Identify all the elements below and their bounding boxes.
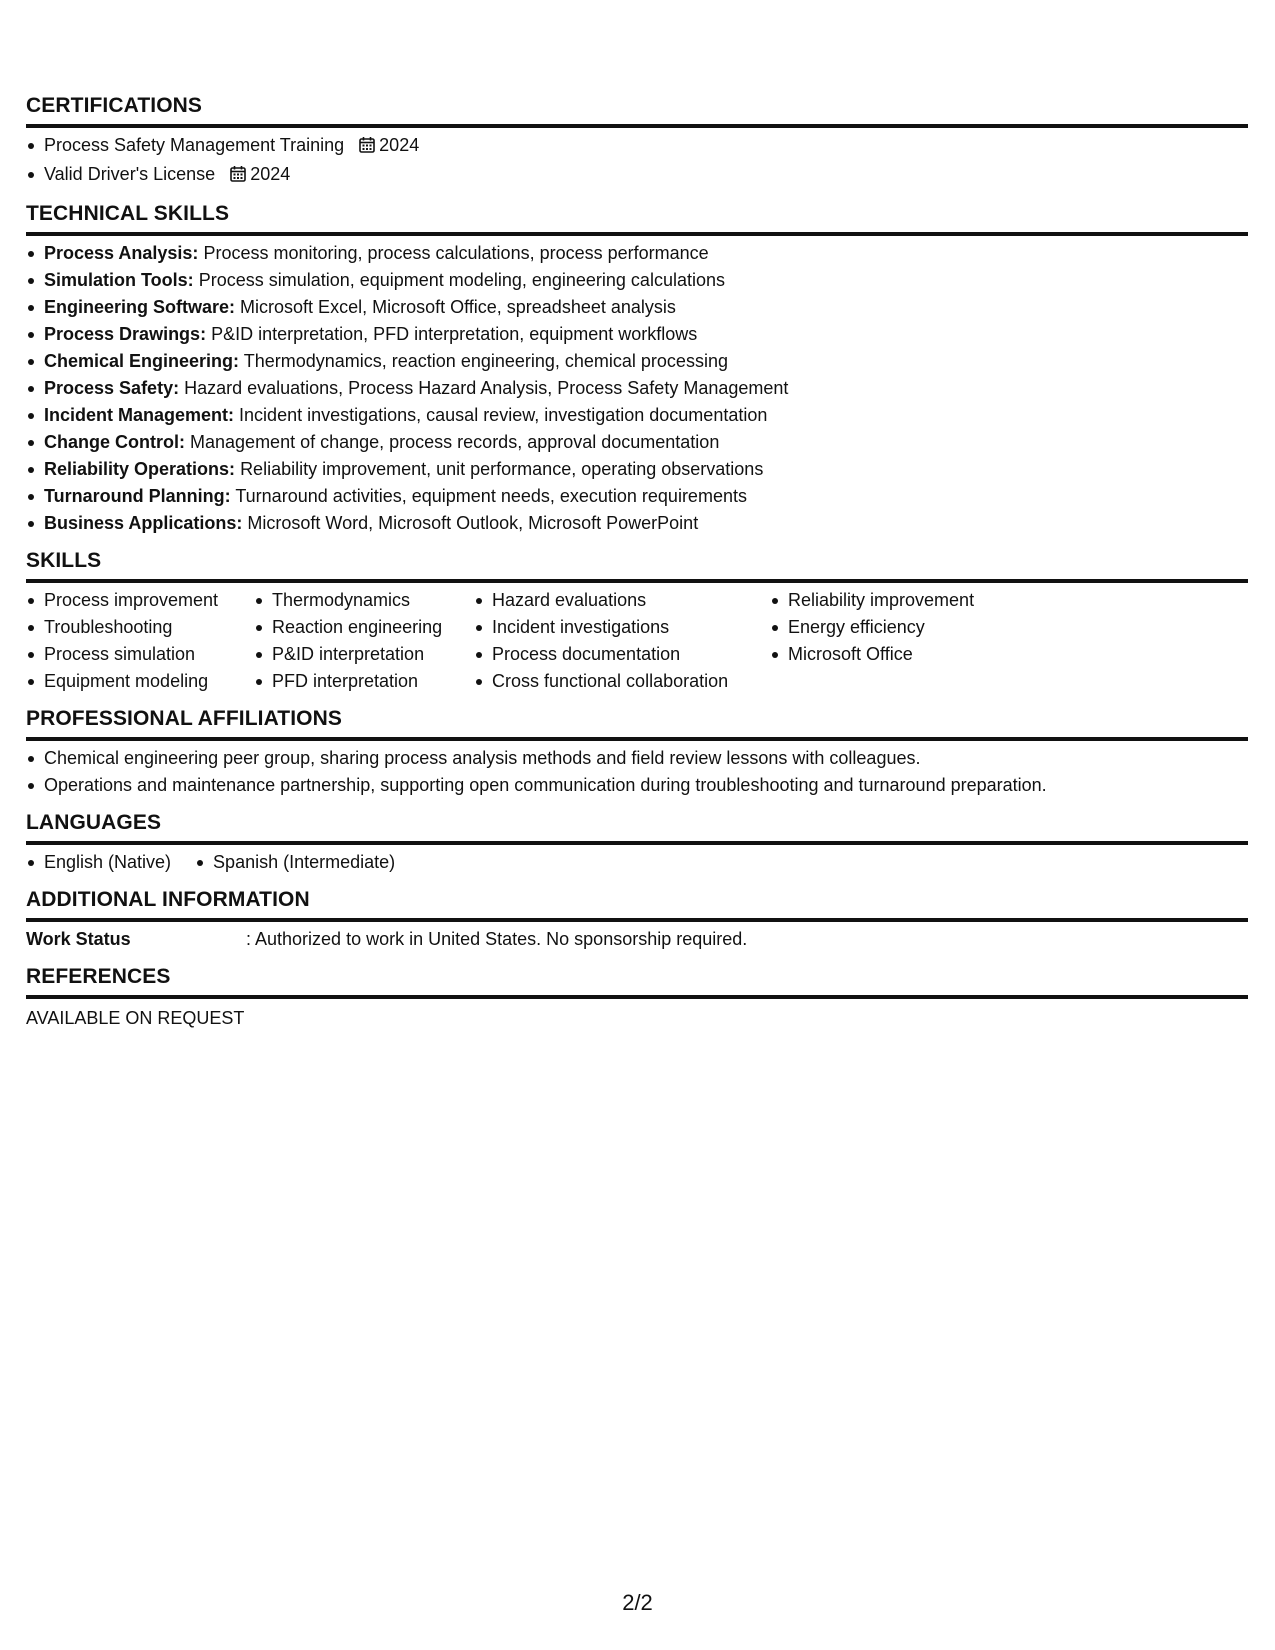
skill-category-text: Management of change, process records, approval documentation <box>190 432 720 452</box>
skill-category-text: Incident investigations, causal review, investigation documentation <box>239 405 768 425</box>
technical-skill-item <box>26 429 1248 456</box>
certification-item <box>26 161 1248 190</box>
additional-info-heading: ADDITIONAL INFORMATION <box>26 888 1248 922</box>
skill-category-text: Turnaround activities, equipment needs, execution requirements <box>235 486 747 506</box>
skill-item: Process improvement <box>26 587 254 614</box>
calendar-icon <box>359 134 375 161</box>
skill-category-label: Engineering Software: <box>44 297 236 317</box>
technical-skill-item <box>26 510 1248 537</box>
skill-item: Equipment modeling <box>26 668 254 695</box>
languages-row <box>26 849 1248 876</box>
technical-skills-heading: TECHNICAL SKILLS <box>26 202 1248 236</box>
technical-skill-item <box>26 267 1248 294</box>
technical-skill-item <box>26 240 1248 267</box>
skill-category-label: Process Drawings: <box>44 324 207 344</box>
references-text: AVAILABLE ON REQUEST <box>26 1008 245 1028</box>
language-list <box>26 849 195 876</box>
skill-category-label: Incident Management: <box>44 405 235 425</box>
certification-date <box>230 161 290 190</box>
skill-category-text: Process monitoring, process calculations, process performance <box>203 243 709 263</box>
certification-item <box>26 132 1248 161</box>
affiliation-item: Operations and maintenance partnership, supporting open communication during troubleshooting and turnaround preparation. <box>26 772 1248 799</box>
technical-skill-item <box>26 456 1248 483</box>
skill-category-label: Simulation Tools: <box>44 270 194 290</box>
skills-grid <box>26 587 1248 695</box>
page-number: 2/2 <box>622 1590 653 1615</box>
certifications-section <box>26 94 1248 190</box>
skills-section <box>26 549 1248 695</box>
skill-category-label: Turnaround Planning: <box>44 486 231 506</box>
additional-info-section <box>26 888 1248 953</box>
skill-item: Microsoft Office <box>770 641 1070 668</box>
affiliations-list <box>26 745 1248 799</box>
language-item: Spanish (Intermediate) <box>195 849 395 876</box>
technical-skill-item <box>26 483 1248 510</box>
certifications-heading: CERTIFICATIONS <box>26 94 1248 128</box>
work-status-row <box>26 926 1248 953</box>
technical-skill-item <box>26 294 1248 321</box>
skill-category-text: Microsoft Word, Microsoft Outlook, Microsoft PowerPoint <box>247 513 699 533</box>
resume-page <box>26 94 1248 1044</box>
languages-heading: LANGUAGES <box>26 811 1248 845</box>
work-status-value: : Authorized to work in United States. No sponsorship required. <box>246 929 748 949</box>
skill-item: Process simulation <box>26 641 254 668</box>
certification-name: Process Safety Management Training <box>44 135 345 155</box>
skill-category-text: Hazard evaluations, Process Hazard Analysis, Process Safety Management <box>184 378 789 398</box>
skills-column <box>474 587 770 695</box>
skill-item: Cross functional collaboration <box>474 668 770 695</box>
skill-item: Reliability improvement <box>770 587 1070 614</box>
skill-item: PFD interpretation <box>254 668 474 695</box>
skill-item: P&ID interpretation <box>254 641 474 668</box>
affiliations-section <box>26 707 1248 799</box>
technical-skill-item <box>26 321 1248 348</box>
skills-column <box>770 587 1070 695</box>
skill-category-label: Business Applications: <box>44 513 243 533</box>
skill-item: Reaction engineering <box>254 614 474 641</box>
technical-skill-item <box>26 402 1248 429</box>
calendar-icon <box>230 163 246 190</box>
skill-category-text: Microsoft Excel, Microsoft Office, spreadsheet analysis <box>240 297 676 317</box>
technical-skill-item <box>26 375 1248 402</box>
certification-name: Valid Driver's License <box>44 164 216 184</box>
language-item: English (Native) <box>26 849 171 876</box>
skill-item: Energy efficiency <box>770 614 1070 641</box>
references-heading: REFERENCES <box>26 965 1248 999</box>
certification-year: 2024 <box>250 164 291 184</box>
skill-category-label: Process Safety: <box>44 378 180 398</box>
technical-skills-section <box>26 202 1248 537</box>
skill-item: Troubleshooting <box>26 614 254 641</box>
skills-heading: SKILLS <box>26 549 1248 583</box>
skill-item: Hazard evaluations <box>474 587 770 614</box>
skills-column <box>254 587 474 695</box>
technical-skills-list <box>26 240 1248 537</box>
language-list <box>195 849 419 876</box>
skills-column <box>26 587 254 695</box>
work-status-label: Work Status <box>26 929 131 949</box>
languages-section <box>26 811 1248 876</box>
affiliation-item: Chemical engineering peer group, sharing process analysis methods and field review lessons with colleagues. <box>26 745 1248 772</box>
skill-category-text: Process simulation, equipment modeling, engineering calculations <box>198 270 725 290</box>
skill-category-label: Chemical Engineering: <box>44 351 240 371</box>
certifications-list <box>26 132 1248 190</box>
references-section <box>26 965 1248 1032</box>
skill-item: Thermodynamics <box>254 587 474 614</box>
affiliations-heading: PROFESSIONAL AFFILIATIONS <box>26 707 1248 741</box>
skill-category-label: Change Control: <box>44 432 185 452</box>
skill-item: Incident investigations <box>474 614 770 641</box>
skill-category-label: Process Analysis: <box>44 243 199 263</box>
skill-category-text: Thermodynamics, reaction engineering, chemical processing <box>243 351 728 371</box>
skill-item: Process documentation <box>474 641 770 668</box>
skill-category-text: P&ID interpretation, PFD interpretation, equipment workflows <box>211 324 698 344</box>
certification-year: 2024 <box>379 135 420 155</box>
skill-category-label: Reliability Operations: <box>44 459 236 479</box>
technical-skill-item <box>26 348 1248 375</box>
skill-category-text: Reliability improvement, unit performance, operating observations <box>240 459 764 479</box>
certification-date <box>359 132 419 161</box>
